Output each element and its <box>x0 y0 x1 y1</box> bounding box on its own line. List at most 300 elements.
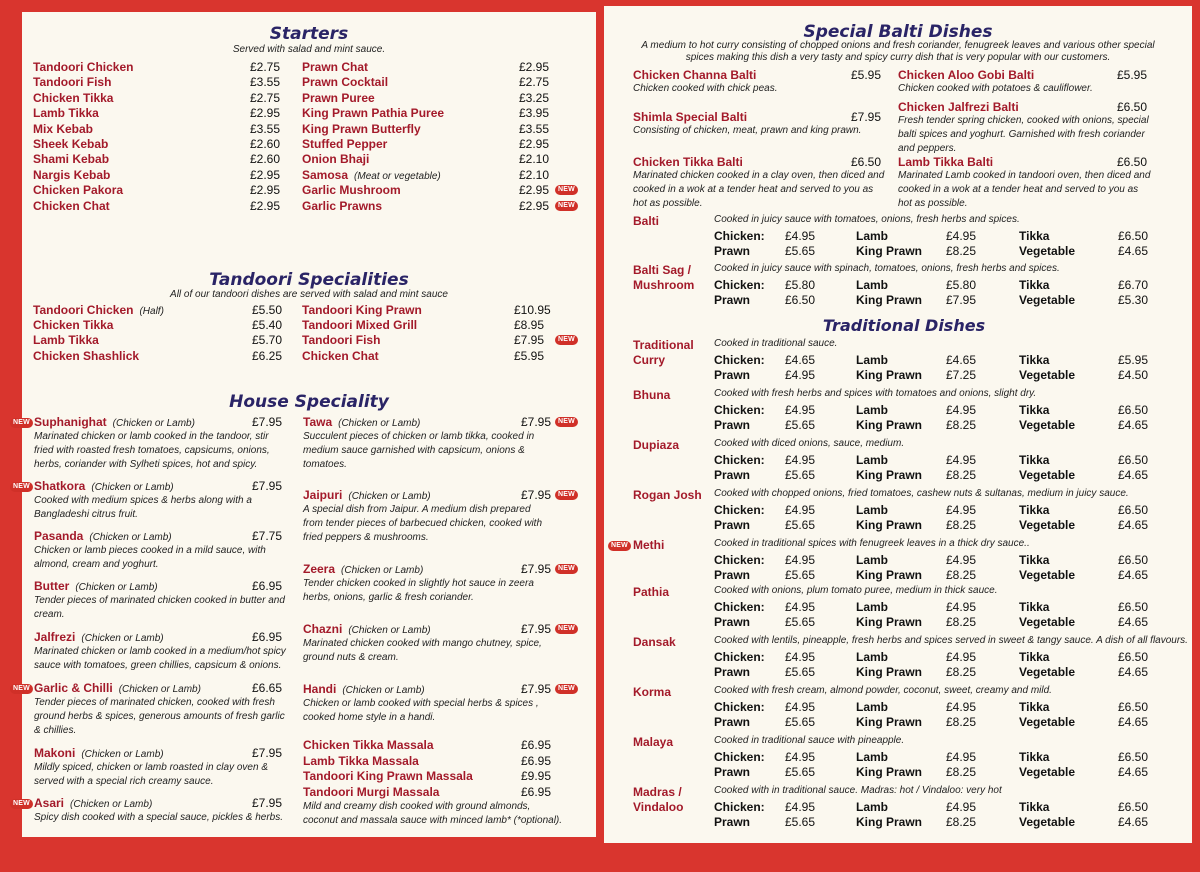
starter-name <box>302 137 387 151</box>
item-qualifier: (Meat or vegetable) <box>354 170 441 182</box>
curry-variant-price: £6.50 <box>1118 229 1149 243</box>
item-name-text: Garlic Mushroom <box>302 183 401 198</box>
house-item-name <box>34 681 201 695</box>
curry-variant-label: Vegetable <box>1019 417 1076 432</box>
curry-variant-price: £4.65 <box>1118 664 1149 679</box>
house-item-desc: Mildly spiced, chicken or lamb roasted in clay oven & served with a special rich creamy sauce. <box>34 762 268 787</box>
curry-variant-price: £5.80 <box>946 278 977 292</box>
house-item-name <box>34 415 195 429</box>
item-qualifier: (Chicken or Lamb) <box>89 532 172 543</box>
item-name-text: Chicken Tikka <box>33 90 114 105</box>
curry-variant-label: Tikka <box>1019 403 1050 417</box>
curry-variant-price: £4.95 <box>785 600 816 614</box>
house-item-desc: Spicy dish cooked with a special sauce, pickles & herbs. <box>34 812 284 823</box>
starter-name <box>302 199 382 213</box>
starter-price: £2.95 <box>519 198 550 213</box>
curry-variant-label: Vegetable <box>1019 567 1076 582</box>
curry-variant-label: King Prawn <box>856 467 923 482</box>
curry-variant-label: Tikka <box>1019 700 1050 714</box>
curry-variant-price: £5.30 <box>1118 292 1149 307</box>
curry-variant-price: £5.65 <box>785 814 816 829</box>
house-item-name <box>303 415 420 429</box>
curry-variant-label: Lamb <box>856 278 889 292</box>
curry-variant-price: £5.95 <box>1118 353 1149 367</box>
curry-variant-price: £6.50 <box>1118 750 1149 764</box>
curry-note: Cooked with diced onions, sauce, medium. <box>714 438 905 449</box>
curry-variant-price: £4.95 <box>785 367 816 382</box>
curry-variant-label: Tikka <box>1019 353 1050 367</box>
massala-desc: Mild and creamy dish cooked with ground almonds, coconut and massala sauce with minced lamb* (*optional). <box>303 801 563 826</box>
curry-variant-price: £8.25 <box>946 764 977 779</box>
curry-variant-price: £6.50 <box>785 292 816 307</box>
curry-name: Dupiaza <box>633 438 680 452</box>
starter-price: £2.95 <box>250 167 281 182</box>
curry-variant-price: £5.65 <box>785 614 816 629</box>
massala-price: £6.95 <box>521 738 552 752</box>
curry-variant-label: Lamb <box>856 700 889 714</box>
curry-variant-price: £5.65 <box>785 714 816 729</box>
new-badge: NEW <box>555 624 578 634</box>
house-item-name <box>34 529 172 543</box>
balti-item-name <box>898 68 1034 82</box>
tandoori-title: Tandoori Specialities <box>209 270 409 290</box>
starter-name <box>33 137 108 151</box>
curry-note: Cooked with chopped onions, fried tomatoes, cashew nuts & sultanas, medium in juicy sauce. <box>714 488 1129 499</box>
curry-variant-label: Prawn <box>714 417 751 432</box>
curry-variant-label: Chicken: <box>714 403 765 417</box>
item-qualifier: (Chicken or Lamb) <box>338 418 421 429</box>
starter-name <box>33 183 123 197</box>
curry-variant-label: King Prawn <box>856 367 923 382</box>
curry-variant-price: £7.95 <box>946 292 977 307</box>
curry-variant-label: Prawn <box>714 764 751 779</box>
item-name-text: Chicken Tikka Balti <box>633 155 743 169</box>
starter-price: £2.95 <box>250 198 281 213</box>
tandoori-price: £10.95 <box>514 303 551 317</box>
curry-variant-label: Vegetable <box>1019 467 1076 482</box>
curry-variant-label: King Prawn <box>856 417 923 432</box>
curry-variant-label: Tikka <box>1019 553 1050 567</box>
curry-variant-label: Tikka <box>1019 600 1050 614</box>
curry-variant-price: £4.95 <box>785 453 816 467</box>
house-item-price: £6.95 <box>252 579 283 593</box>
massala-name <box>303 738 434 752</box>
new-badge: NEW <box>555 185 578 195</box>
balti-item-name <box>898 155 993 169</box>
curry-note: Cooked with fresh herbs and spices with tomatoes and onions, slight dry. <box>714 388 1037 399</box>
curry-variant-label: Tikka <box>1019 650 1050 664</box>
new-badge: NEW <box>10 684 33 694</box>
starter-name <box>302 106 444 120</box>
curry-name: Madras / Vindaloo <box>633 785 684 814</box>
new-badge: NEW <box>10 799 33 809</box>
item-name-text: Garlic & Chilli <box>34 681 113 695</box>
curry-variant-label: King Prawn <box>856 292 923 307</box>
curry-variant-label: Vegetable <box>1019 517 1076 532</box>
curry-variant-label: Chicken: <box>714 700 765 714</box>
curry-variant-label: Chicken: <box>714 800 765 814</box>
curry-variant-label: Chicken: <box>714 503 765 517</box>
item-name-text: Lamb Tikka Massala <box>303 753 419 768</box>
item-name-text: Pasanda <box>34 529 84 543</box>
item-name-text: Chicken Channa Balti <box>633 68 757 82</box>
tandoori-name <box>33 349 139 363</box>
item-name-text: Prawn Cocktail <box>302 75 389 90</box>
curry-variant-price: £5.65 <box>785 517 816 532</box>
curry-variant-label: Prawn <box>714 814 751 829</box>
house-item-desc: Succulent pieces of chicken or lamb tikka, cooked in medium sauce garnished with capsicum, onions & tomatoes. <box>303 431 535 470</box>
item-name-text: Lamb Tikka <box>33 333 99 348</box>
curry-variant-price: £5.65 <box>785 243 816 258</box>
balti-item-desc: Chicken cooked with potatoes & cauliflower. <box>898 83 1093 94</box>
item-name-text: Butter <box>34 579 70 593</box>
curry-variant-label: Lamb <box>856 453 889 467</box>
starter-name <box>33 106 99 120</box>
house-item-desc: Tender pieces of marinated chicken cooked in butter and cream. <box>34 595 285 620</box>
starter-price: £3.55 <box>519 121 550 136</box>
item-qualifier: (Chicken or Lamb) <box>112 418 195 429</box>
tandoori-price: £5.95 <box>514 348 545 363</box>
right-menu-page <box>604 6 1192 843</box>
starter-price: £3.25 <box>519 90 550 105</box>
starter-name <box>33 152 109 166</box>
curry-variant-label: Lamb <box>856 229 889 243</box>
starter-name <box>33 168 110 182</box>
starter-name <box>302 91 375 105</box>
curry-variant-price: £4.95 <box>785 800 816 814</box>
item-name-text: Tandoori Chicken <box>33 303 134 317</box>
tandoori-name <box>302 333 380 347</box>
curry-variant-price: £4.95 <box>946 650 977 664</box>
curry-variant-label: Lamb <box>856 353 889 367</box>
item-name-text: Chicken Tikka <box>33 318 114 333</box>
new-badge: NEW <box>555 417 578 427</box>
new-badge: NEW <box>555 564 578 574</box>
curry-variant-label: Prawn <box>714 567 751 582</box>
curry-variant-label: King Prawn <box>856 243 923 258</box>
house-item-price: £6.95 <box>252 630 283 644</box>
curry-variant-label: Lamb <box>856 403 889 417</box>
massala-name <box>303 754 419 768</box>
starter-price: £2.75 <box>250 90 281 105</box>
house-item-price: £6.65 <box>252 681 283 695</box>
item-name-text: Makoni <box>34 746 76 760</box>
curry-note: Cooked in juicy sauce with tomatoes, onions, fresh herbs and spices. <box>714 214 1020 225</box>
starter-name <box>302 183 401 197</box>
tandoori-name <box>33 303 164 317</box>
item-qualifier: (Chicken or Lamb) <box>348 625 431 636</box>
house-item-desc: A special dish from Jaipur. A medium dish prepared from tender pieces of barbecued chicken, cooked with fried peppers & mushrooms. <box>303 504 543 543</box>
house-item-desc: Marinated chicken cooked with mango chutney, spice, ground nuts & cream. <box>303 638 542 663</box>
new-badge: NEW <box>555 201 578 211</box>
item-name-text: Shimla Special Balti <box>633 110 748 124</box>
curry-variant-label: Vegetable <box>1019 367 1076 382</box>
house-item-price: £7.95 <box>521 415 552 429</box>
house-item-desc: Chicken or lamb pieces cooked in a mild sauce, with almond, cream and yoghurt. <box>34 545 266 570</box>
starter-price: £2.75 <box>250 60 281 74</box>
balti-item-desc: Marinated Lamb cooked in tandoori oven, then diced and cooked in a wok at a tender heat and served to you as hot as possible. <box>898 170 1151 209</box>
tandoori-name <box>33 333 99 347</box>
curry-variant-price: £4.95 <box>946 600 977 614</box>
curry-variant-price: £4.95 <box>946 750 977 764</box>
house-item-name <box>34 796 152 810</box>
item-name-text: King Prawn Pathia Puree <box>302 106 445 121</box>
house-item-name <box>34 746 164 760</box>
curry-variant-price: £5.65 <box>785 764 816 779</box>
curry-variant-price: £8.25 <box>946 467 977 482</box>
curry-variant-label: Chicken: <box>714 650 765 664</box>
curry-variant-price: £4.65 <box>946 353 977 367</box>
curry-variant-price: £6.50 <box>1118 403 1149 417</box>
curry-variant-label: Prawn <box>714 467 751 482</box>
balti-item-price: £5.95 <box>851 68 882 82</box>
balti-item-price: £6.50 <box>1117 100 1148 114</box>
curry-variant-label: Lamb <box>856 503 889 517</box>
item-qualifier: (Chicken or Lamb) <box>118 684 201 695</box>
curry-name: Pathia <box>633 585 670 599</box>
left-menu-page <box>13 12 596 837</box>
massala-price: £6.95 <box>521 753 552 768</box>
curry-variant-label: Prawn <box>714 517 751 532</box>
curry-variant-price: £4.95 <box>946 453 977 467</box>
starter-price: £2.60 <box>250 152 281 167</box>
curry-variant-label: Chicken: <box>714 353 765 367</box>
balti-item-price: £5.95 <box>1117 68 1148 82</box>
house-item-desc: Chicken or lamb cooked with special herbs & spices , cooked home style in a handi. <box>303 698 539 723</box>
curry-variant-label: Prawn <box>714 243 751 258</box>
curry-variant-label: Chicken: <box>714 229 765 243</box>
curry-variant-label: Chicken: <box>714 453 765 467</box>
curry-variant-label: Tikka <box>1019 750 1050 764</box>
item-name-text: Jaipuri <box>303 488 343 502</box>
curry-name: Balti Sag / Mushroom <box>633 263 695 292</box>
item-name-text: Chicken Aloo Gobi Balti <box>898 68 1035 82</box>
curry-name: Traditional Curry <box>633 338 694 367</box>
curry-variant-price: £6.50 <box>1118 650 1149 664</box>
curry-note: Cooked with fresh cream, almond powder, coconut, sweet, creamy and mild. <box>714 685 1052 696</box>
curry-variant-label: Prawn <box>714 714 751 729</box>
curry-variant-price: £4.65 <box>1118 567 1149 582</box>
curry-note: Cooked in traditional sauce with pineapple. <box>714 735 905 746</box>
tandoori-price: £6.25 <box>252 348 283 363</box>
item-qualifier: (Chicken or Lamb) <box>81 633 164 644</box>
house-item-price: £7.95 <box>252 796 283 810</box>
curry-name: Methi <box>633 538 665 552</box>
curry-variant-label: Lamb <box>856 600 889 614</box>
curry-variant-label: Tikka <box>1019 503 1050 517</box>
curry-variant-price: £4.95 <box>785 750 816 764</box>
curry-variant-label: Vegetable <box>1019 614 1076 629</box>
house-item-name <box>34 579 158 593</box>
curry-variant-label: Prawn <box>714 664 751 679</box>
starter-price: £2.95 <box>519 60 550 74</box>
curry-variant-price: £4.95 <box>785 403 816 417</box>
starter-price: £2.10 <box>519 152 550 167</box>
curry-variant-price: £4.65 <box>1118 243 1149 258</box>
item-name-text: Lamb Tikka Balti <box>898 155 994 169</box>
item-qualifier: (Half) <box>139 306 164 317</box>
item-name-text: Prawn Chat <box>302 60 369 74</box>
curry-variant-price: £4.65 <box>1118 614 1149 629</box>
curry-variant-label: King Prawn <box>856 614 923 629</box>
curry-variant-price: £6.50 <box>1118 600 1149 614</box>
balti-intro: A medium to hot curry consisting of chopped onions and fresh coriander, fenugreek leaves and various other special spices making this dish a very tasty and spicy curry dish that is very popular with our customers. <box>641 40 1155 63</box>
item-name-text: Chicken Jalfrezi Balti <box>898 100 1019 114</box>
item-qualifier: (Chicken or Lamb) <box>341 565 424 576</box>
house-item-price: £7.95 <box>521 622 552 636</box>
curry-variant-label: Chicken: <box>714 750 765 764</box>
starter-price: £2.75 <box>519 75 550 90</box>
house-item-name <box>303 622 431 636</box>
curry-note: Cooked with onions, plum tomato puree, medium in thick sauce. <box>714 585 998 596</box>
curry-variant-price: £6.50 <box>1118 700 1149 714</box>
item-name-text: Chicken Pakora <box>33 183 124 198</box>
house-item-price: £7.95 <box>252 479 283 493</box>
starter-price: £2.95 <box>250 183 281 198</box>
item-name-text: Jalfrezi <box>34 630 76 644</box>
item-name-text: Tandoori Mixed Grill <box>302 318 418 333</box>
curry-variant-price: £4.95 <box>785 503 816 517</box>
house-item-price: £7.75 <box>252 529 283 543</box>
curry-variant-label: Tikka <box>1019 800 1050 814</box>
curry-variant-price: £5.65 <box>785 417 816 432</box>
curry-variant-price: £4.95 <box>946 700 977 714</box>
curry-variant-price: £4.95 <box>946 229 977 243</box>
curry-name: Rogan Josh <box>633 488 702 502</box>
balti-item-name <box>898 100 1019 114</box>
house-item-price: £7.95 <box>521 488 552 502</box>
starter-price: £3.95 <box>519 106 550 121</box>
curry-variant-price: £4.65 <box>1118 714 1149 729</box>
curry-variant-price: £6.70 <box>1118 278 1149 292</box>
curry-variant-label: King Prawn <box>856 764 923 779</box>
item-name-text: Chicken Chat <box>302 348 379 363</box>
house-item-name <box>303 682 425 696</box>
curry-variant-label: Lamb <box>856 650 889 664</box>
item-qualifier: (Chicken or Lamb) <box>91 482 174 493</box>
item-name-text: Suphanighat <box>34 415 107 429</box>
curry-variant-label: Prawn <box>714 292 751 307</box>
curry-variant-price: £8.25 <box>946 517 977 532</box>
traditional-title: Traditional Dishes <box>822 316 986 335</box>
tandoori-price: £5.70 <box>252 333 283 348</box>
curry-variant-label: King Prawn <box>856 517 923 532</box>
balti-item-desc: Chicken cooked with chick peas. <box>633 83 778 94</box>
curry-variant-price: £5.65 <box>785 664 816 679</box>
item-name-text: Shatkora <box>34 479 86 493</box>
new-badge: NEW <box>555 335 578 345</box>
item-name-text: Mix Kebab <box>33 121 94 136</box>
tandoori-price: £8.95 <box>514 318 545 333</box>
item-qualifier: (Chicken or Lamb) <box>75 582 158 593</box>
item-name-text: Onion Bhaji <box>302 152 370 167</box>
curry-variant-label: Vegetable <box>1019 664 1076 679</box>
new-badge: NEW <box>10 418 33 428</box>
tandoori-subtitle: All of our tandoori dishes are served with salad and mint sauce <box>170 289 448 300</box>
curry-variant-label: King Prawn <box>856 567 923 582</box>
curry-note: Cooked with in traditional sauce. Madras: hot / Vindaloo: very hot <box>714 785 1002 796</box>
curry-name: Bhuna <box>633 388 671 402</box>
curry-variant-price: £4.65 <box>1118 814 1149 829</box>
massala-price: £9.95 <box>521 769 552 783</box>
house-item-price: £7.95 <box>252 746 283 760</box>
new-badge: NEW <box>555 490 578 500</box>
item-name-text: Tandoori King Prawn Massala <box>303 769 473 783</box>
item-qualifier: (Chicken or Lamb) <box>81 749 164 760</box>
curry-name: Balti <box>633 214 660 228</box>
house-item-name <box>303 488 431 502</box>
curry-note: Cooked in juicy sauce with spinach, tomatoes, onions, fresh herbs and spices. <box>714 263 1060 274</box>
massala-price: £6.95 <box>521 784 552 799</box>
curry-variant-price: £6.50 <box>1118 553 1149 567</box>
curry-variant-label: Lamb <box>856 750 889 764</box>
curry-variant-label: Vegetable <box>1019 243 1076 258</box>
curry-variant-price: £4.95 <box>785 229 816 243</box>
item-name-text: Chazni <box>303 622 343 636</box>
curry-variant-price: £5.65 <box>785 467 816 482</box>
item-name-text: Nargis Kebab <box>33 167 111 182</box>
item-name-text: Tandoori Fish <box>302 333 381 348</box>
curry-variant-label: Prawn <box>714 367 751 382</box>
starter-price: £3.55 <box>250 121 281 136</box>
house-item-price: £7.95 <box>521 562 552 576</box>
balti-item-desc: Marinated chicken cooked in a clay oven, then diced and cooked in a wok at a tender heat and served to you as hot as possible. <box>633 170 885 209</box>
curry-variant-price: £8.25 <box>946 714 977 729</box>
house-item-name <box>303 562 423 576</box>
curry-note: Cooked in traditional spices with fenugreek leaves in a thick dry sauce.. <box>714 538 1030 549</box>
item-name-text: Samosa <box>302 167 349 182</box>
tandoori-name <box>33 318 113 332</box>
balti-item-price: £6.50 <box>851 155 882 169</box>
tandoori-price: £5.50 <box>252 303 283 317</box>
curry-variant-price: £6.50 <box>1118 503 1149 517</box>
item-name-text: Lamb Tikka <box>33 106 99 121</box>
massala-name <box>303 785 439 799</box>
curry-variant-price: £8.25 <box>946 614 977 629</box>
curry-variant-label: Tikka <box>1019 278 1050 292</box>
starter-name <box>302 60 368 74</box>
tandoori-name <box>302 318 417 332</box>
new-badge: NEW <box>10 482 33 492</box>
balti-item-desc: Fresh tender spring chicken, cooked with onions, special balti spices and yoghurt. Garnished with fresh coriander and peppers. <box>898 115 1149 154</box>
item-qualifier: (Chicken or Lamb) <box>70 799 153 810</box>
curry-note: Cooked in traditional sauce. <box>714 338 838 349</box>
curry-variant-label: King Prawn <box>856 714 923 729</box>
curry-variant-label: Chicken: <box>714 553 765 567</box>
starter-name <box>33 91 113 105</box>
curry-variant-price: £4.95 <box>946 553 977 567</box>
balti-item-price: £7.95 <box>851 110 882 124</box>
item-name-text: Tandoori Fish <box>33 75 112 90</box>
curry-variant-price: £8.25 <box>946 567 977 582</box>
curry-note: Cooked with lentils, pineapple, fresh herbs and spices served in sweet & tangy sauce. A dish of all flavours. <box>714 635 1188 646</box>
item-name-text: Garlic Prawns <box>302 198 383 213</box>
curry-variant-label: Vegetable <box>1019 814 1076 829</box>
curry-variant-label: King Prawn <box>856 664 923 679</box>
item-name-text: Tandoori Chicken <box>33 60 134 74</box>
tandoori-name <box>302 303 422 317</box>
curry-variant-label: Lamb <box>856 800 889 814</box>
item-name-text: Sheek Kebab <box>33 137 109 151</box>
curry-variant-price: £6.50 <box>1118 453 1149 467</box>
starter-price: £2.60 <box>250 137 281 151</box>
curry-name: Malaya <box>633 735 674 749</box>
curry-variant-price: £4.95 <box>785 650 816 664</box>
curry-variant-label: Vegetable <box>1019 764 1076 779</box>
balti-title: Special Balti Dishes <box>803 22 993 42</box>
balti-item-desc: Consisting of chicken, meat, prawn and king prawn. <box>633 125 862 136</box>
item-qualifier: (Chicken or Lamb) <box>348 491 431 502</box>
